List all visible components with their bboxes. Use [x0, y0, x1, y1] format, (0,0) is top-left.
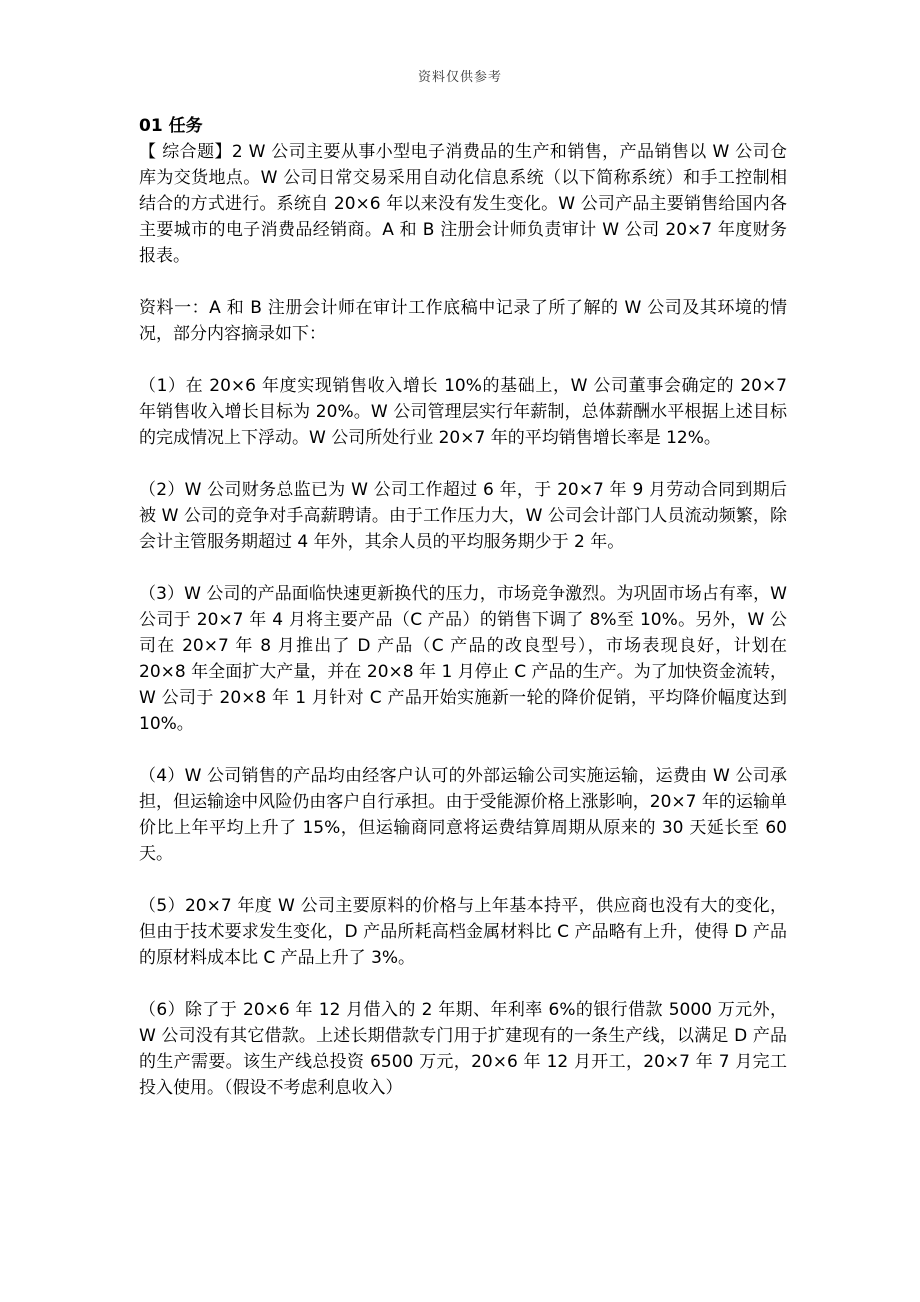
page-header-note: 资料仅供参考 [417, 70, 502, 85]
paragraph-gap [139, 451, 787, 477]
question-intro: 【 综合题】2 W 公司主要从事小型电子消费品的生产和销售，产品销售以 W 公司仓库为交货地点。W 公司日常交易采用自动化信息系统（以下简称系统）和手工控制相结合的方式进行。系统自 20×6 年以来没有发生变化。W 公司产品主要销售给国内各主要城市的电子消费品经销商。A 和 B 注册会计师负责审计 W 公司 20×7 年度财务报表。 [139, 142, 787, 266]
paragraph-gap [139, 347, 787, 373]
document-body [139, 113, 787, 1101]
paragraph-gap [139, 867, 787, 893]
item-3: （3）W 公司的产品面临快速更新换代的压力，市场竞争激烈。为巩固市场占有率，W 公司于 20×7 年 4 月将主要产品（C 产品）的销售下调了 8%至 10%。另外，W 公司在 20×7 年 8 月推出了 D 产品（C 产品的改良型号），市场表现良好，计划在 20×8 年全面扩大产量，并在 20×8 年 1 月停止 C 产品的生产。为了加快资金流转，W 公司于 20×8 年 1 月针对 C 产品开始实施新一轮的降价促销，平均降价幅度达到 10%。 [139, 584, 787, 734]
paragraph-gap [139, 269, 787, 295]
paragraph-gap [139, 555, 787, 581]
paragraph-gap [139, 971, 787, 997]
item-6: （6）除了于 20×6 年 12 月借入的 2 年期、年利率 6%的银行借款 5000 万元外，W 公司没有其它借款。上述长期借款专门用于扩建现有的一条生产线，以满足 D 产品的生产需要。该生产线总投资 6500 万元，20×6 年 12 月开工，20×7 年 7 月完工投入使用。（假设不考虑利息收入） [139, 1000, 787, 1098]
item-4: （4）W 公司销售的产品均由经客户认可的外部运输公司实施运输，运费由 W 公司承担，但运输途中风险仍由客户自行承担。由于受能源价格上涨影响，20×7 年的运输单价比上年平均上升了 15%，但运输商同意将运费结算周期从原来的 30 天延长至 60 天。 [139, 766, 787, 864]
item-2: （2）W 公司财务总监已为 W 公司工作超过 6 年，于 20×7 年 9 月劳动合同到期后被 W 公司的竞争对手高薪聘请。由于工作压力大，W 公司会计部门人员流动频繁，除会计主管服务期超过 4 年外，其余人员的平均服务期少于 2 年。 [139, 480, 787, 552]
paragraph-gap [139, 737, 787, 763]
task-title: 01 任务 [139, 116, 203, 136]
item-5: （5）20×7 年度 W 公司主要原料的价格与上年基本持平，供应商也没有大的变化，但由于技术要求发生变化，D 产品所耗高档金属材料比 C 产品略有上升，使得 D 产品的原材料成本比 C 产品上升了 3%。 [139, 896, 787, 968]
item-1: （1）在 20×6 年度实现销售收入增长 10%的基础上，W 公司董事会确定的 20×7 年销售收入增长目标为 20%。W 公司管理层实行年薪制，总体薪酬水平根据上述目标的完成情况上下浮动。W 公司所处行业 20×7 年的平均销售增长率是 12%。 [139, 376, 787, 448]
material-one-heading: 资料一：A 和 B 注册会计师在审计工作底稿中记录了所了解的 W 公司及其环境的情况，部分内容摘录如下： [139, 298, 787, 344]
